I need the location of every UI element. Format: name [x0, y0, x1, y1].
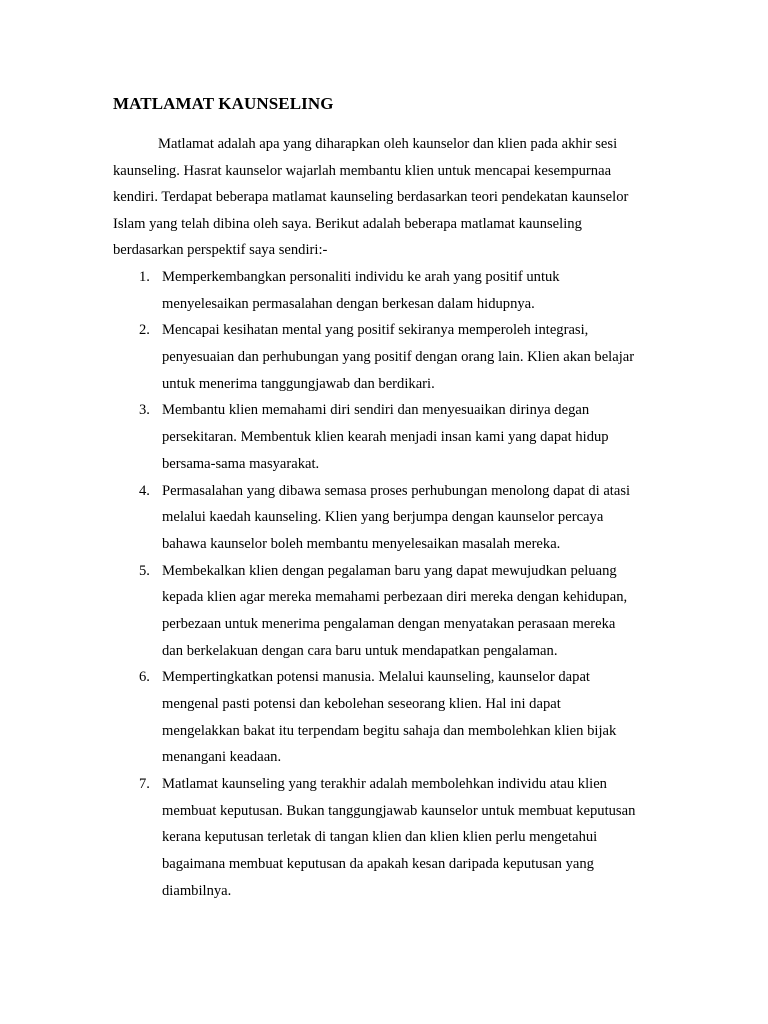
list-item-line: Mempertingkatkan potensi manusia. Melalui kaunseling, kaunselor dapat	[162, 669, 590, 686]
list-item-number: 7.	[139, 776, 150, 793]
list-item	[113, 317, 673, 397]
paragraph-line: berdasarkan perspektif saya sendiri:-	[113, 242, 328, 259]
list-item	[113, 478, 673, 558]
list-item-line: untuk menerima tanggungjawab dan berdikari.	[162, 375, 435, 392]
list-item-line: perbezaan untuk menerima pengalaman dengan menyatakan perasaan mereka	[162, 615, 616, 632]
list-item-line: Permasalahan yang dibawa semasa proses perhubungan menolong dapat di atasi	[162, 482, 631, 499]
list-item-line: Matlamat kaunseling yang terakhir adalah membolehkan individu atau klien	[162, 776, 607, 793]
list-item-line: penyesuaian dan perhubungan yang positif dengan orang lain. Klien akan belajar	[162, 349, 635, 366]
document-heading: MATLAMAT KAUNSELING	[113, 94, 334, 113]
list-item-number: 4.	[139, 482, 150, 499]
paragraph-line: Matlamat adalah apa yang diharapkan oleh kaunselor dan klien pada akhir sesi	[158, 136, 618, 152]
list-item-line: bagaimana membuat keputusan da apakah kesan daripada keputusan yang	[162, 856, 594, 873]
list-item-number: 3.	[139, 402, 150, 419]
paragraph-line: Islam yang telah dibina oleh saya. Berikut adalah beberapa matlamat kaunseling	[113, 215, 582, 232]
list-item-line: mengenal pasti potensi dan kebolehan seseorang klien. Hal ini dapat	[162, 696, 561, 712]
list-item-line: menyelesaikan permasalahan dengan berkesan dalam hidupnya.	[162, 295, 535, 312]
list-item-line: diambilnya.	[162, 882, 232, 899]
list-item-line: dan berkelakuan dengan cara baru untuk mendapatkan pengalaman.	[162, 642, 558, 659]
list-item	[113, 264, 673, 317]
list-item-number: 6.	[139, 669, 150, 686]
list-item-number: 2.	[139, 322, 150, 339]
list-item-line: kerana keputusan terletak di tangan klien dan klien klien perlu mengetahui	[162, 829, 598, 846]
list-item-line: bahawa kaunselor boleh membantu menyelesaikan masalah mereka.	[162, 535, 561, 552]
list-item-line: Mencapai kesihatan mental yang positif sekiranya memperoleh integrasi,	[162, 322, 589, 339]
list-item	[113, 397, 673, 477]
list-item-line: Membekalkan klien dengan pegalaman baru yang dapat mewujudkan peluang	[162, 562, 617, 579]
list-item-line: melalui kaedah kaunseling. Klien yang berjumpa dengan kaunselor percaya	[162, 509, 604, 526]
list-item-line: Membantu klien memahami diri sendiri dan menyesuaikan dirinya degan	[162, 402, 590, 419]
list-item-line: menangani keadaan.	[162, 749, 282, 766]
paragraph-line: kendiri. Terdapat beberapa matlamat kaunseling berdasarkan teori pendekatan kaunselor	[113, 189, 629, 206]
paragraph-line: kaunseling. Hasrat kaunselor wajarlah membantu klien untuk mencapai kesempurnaa	[113, 162, 612, 179]
intro-paragraph	[113, 131, 673, 264]
list-item	[113, 771, 673, 904]
list-item	[113, 664, 673, 771]
list-item-number: 5.	[139, 562, 150, 579]
list-item-line: bersama-sama masyarakat.	[162, 455, 320, 472]
list-item	[113, 558, 673, 665]
list-item-line: kepada klien agar mereka memahami perbezaan diri mereka dengan kehidupan,	[162, 589, 628, 606]
goals-list	[113, 264, 673, 905]
list-item-line: persekitaran. Membentuk klien kearah menjadi insan kami yang dapat hidup	[162, 429, 609, 446]
list-item-line: mengelakkan bakat itu terpendam begitu sahaja dan membolehkan klien bijak	[162, 722, 617, 739]
list-item-line: membuat keputusan. Bukan tanggungjawab kaunselor untuk membuat keputusan	[162, 802, 636, 819]
list-item-number: 1.	[139, 269, 150, 285]
list-item-line: Memperkembangkan personaliti individu ke arah yang positif untuk	[162, 269, 560, 285]
